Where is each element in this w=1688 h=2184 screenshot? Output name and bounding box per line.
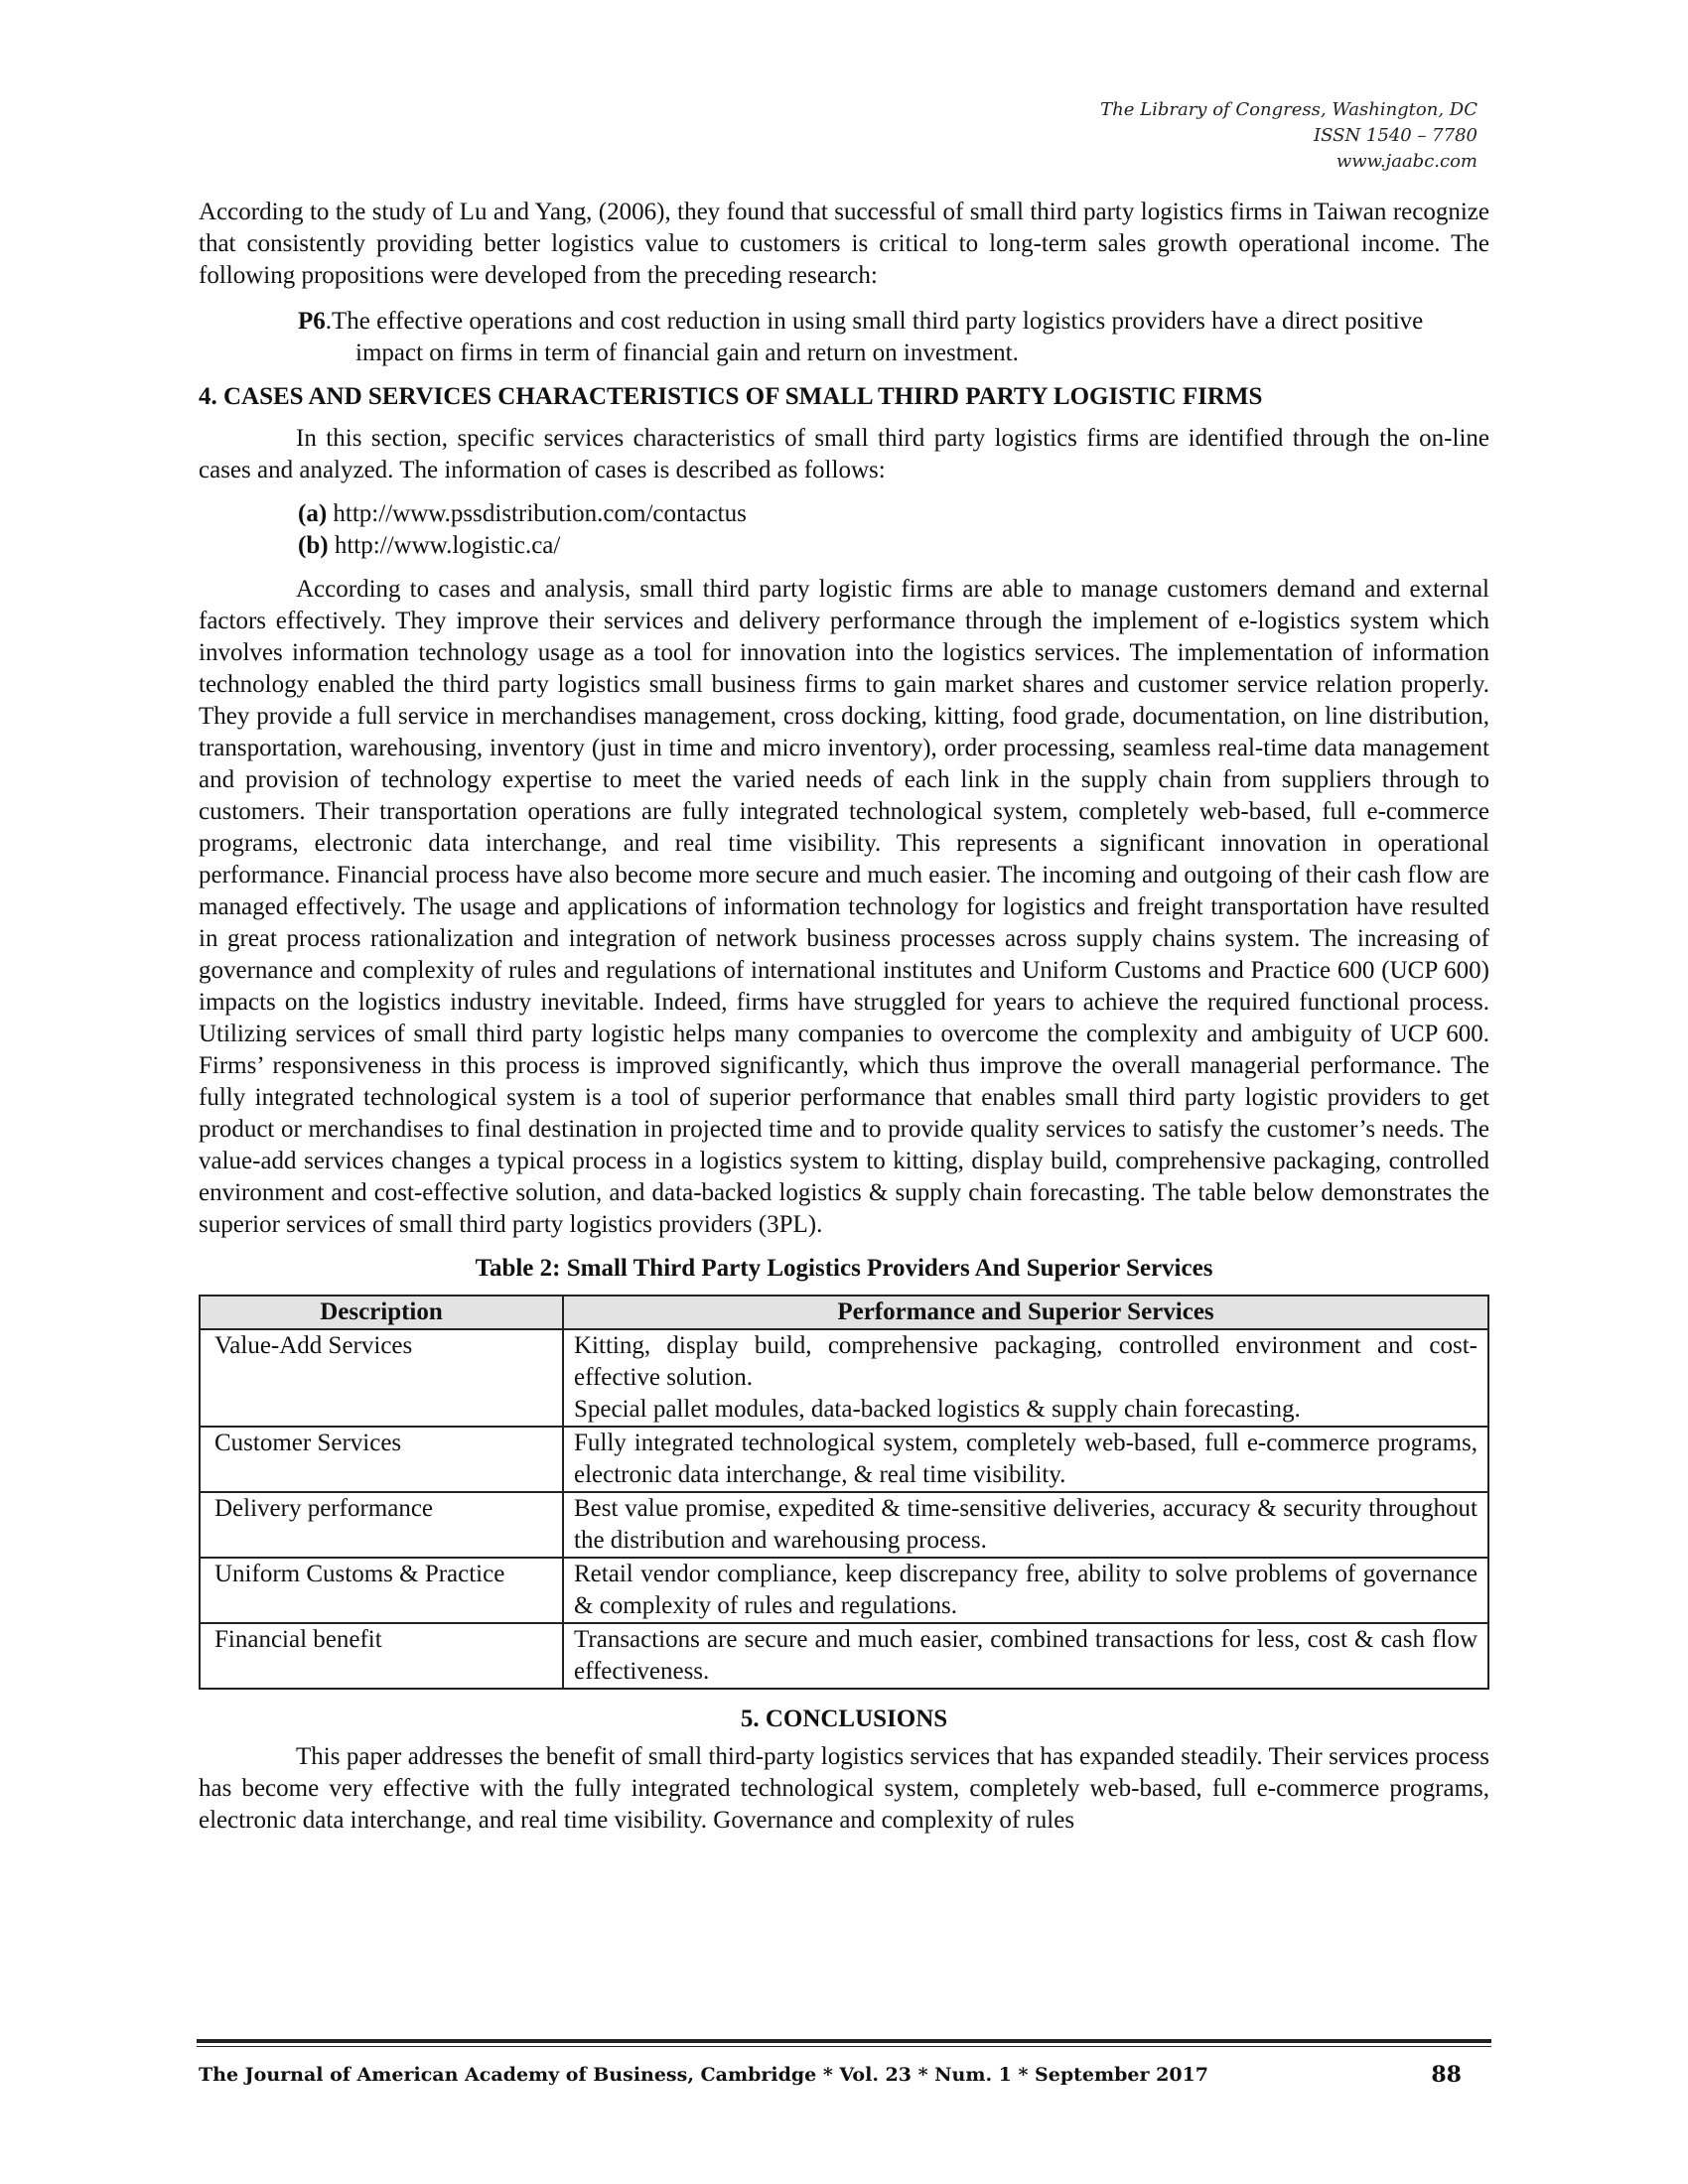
case-label: (a) bbox=[298, 500, 328, 527]
proposition-p6 bbox=[199, 306, 1489, 369]
intro-paragraph: According to the study of Lu and Yang, (2006), they found that successful of small third party logistics firms in Taiwan recognize that consistently providing better logistics value to customers is critical to long-term sales growth operational income. The following propositions were developed from the preceding research: bbox=[199, 199, 1489, 289]
page-number: 88 bbox=[1431, 2062, 1462, 2088]
table-header-row bbox=[200, 1296, 1488, 1329]
table-row bbox=[200, 1558, 1488, 1623]
table-caption: Table 2: Small Third Party Logistics Providers And Superior Services bbox=[475, 1255, 1213, 1282]
column-header-description: Description bbox=[200, 1296, 563, 1329]
running-footer bbox=[199, 2057, 1489, 2093]
header-website: www.jaabc.com bbox=[1336, 151, 1477, 172]
case-label: (b) bbox=[298, 532, 329, 559]
case-links bbox=[298, 498, 1489, 562]
row-performance bbox=[563, 1329, 1488, 1427]
performance-line: Kitting, display build, comprehensive packaging, controlled environment and cost-effective solution. bbox=[574, 1332, 1477, 1391]
case-link-b[interactable] bbox=[298, 530, 1489, 562]
row-description: Delivery performance bbox=[200, 1492, 563, 1558]
analysis-paragraph: According to cases and analysis, small third party logistic firms are able to manage customers demand and external factors effectively. They improve their services and delivery performance through the implement of e-logistics system which involves information technology usage as a tool for innovation into the logistics services. The implementation of information technology enabled the third party logistics small business firms to gain market shares and customer service relation properly. They provide a full service in merchandises management, cross docking, kitting, food grade, documentation, on line distribution, transportation, warehousing, inventory (just in time and micro inventory), order processing, seamless real-time data management and provision of technology expertise to meet the varied needs of each link in the supply chain from suppliers through to customers. Their transportation operations are fully integrated technological system, completely web-based, full e-commerce programs, electronic data interchange, and real time visibility. This represents a significant innovation in operational performance. Financial process have also become more secure and much easier. The incoming and outgoing of their cash flow are managed effectively. The usage and applications of information technology for logistics and freight transportation have resulted in great process rationalization and integration of network business processes across supply chains system. The increasing of governance and complexity of rules and regulations of international institutes and Uniform Customs and Practice 600 (UCP 600) impacts on the logistics industry inevitable. Indeed, firms have struggled for years to achieve the required functional process. Utilizing services of small third party logistic helps many companies to overcome the complexity and ambiguity of UCP 600. Firms’ responsiveness in this process is improved significantly, which thus improve the overall managerial performance. The fully integrated technological system is a tool of superior performance that enables small third party logistic providers to get product or merchandises to final destination in projected time and to provide quality services to satisfy the customer’s needs. The value-add services changes a typical process in a logistics system to kitting, display build, comprehensive packaging, controlled environment and cost-effective solution, and data-backed logistics & supply chain forecasting. The table below demonstrates the superior services of small third party logistics providers (3PL). bbox=[199, 576, 1489, 1238]
header-issn: ISSN 1540 – 7780 bbox=[1314, 125, 1477, 146]
column-header-performance: Performance and Superior Services bbox=[563, 1296, 1488, 1329]
row-description: Value-Add Services bbox=[200, 1329, 563, 1427]
conclusion-paragraph: This paper addresses the benefit of small third-party logistics services that has expanded steadily. Their services process has become very effective with the fully integrated technological system, completely web-based, full e-commerce programs, electronic data interchange, and real time visibility. Governance and complexity of rules bbox=[199, 1743, 1489, 1834]
services-table bbox=[199, 1295, 1489, 1690]
proposition-text: .The effective operations and cost reduction in using small third party logistics providers have a direct positive impact on firms in term of financial gain and return on investment. bbox=[325, 308, 1424, 366]
row-performance: Transactions are secure and much easier, combined transactions for less, cost & cash flow effectiveness. bbox=[563, 1623, 1488, 1689]
row-performance: Fully integrated technological system, completely web-based, full e-commerce programs, electronic data interchange, & real time visibility. bbox=[563, 1427, 1488, 1492]
footer-rule-thin bbox=[197, 2046, 1491, 2047]
row-description: Uniform Customs & Practice bbox=[200, 1558, 563, 1623]
header-library: The Library of Congress, Washington, DC bbox=[1100, 99, 1477, 120]
case-url[interactable]: http://www.logistic.ca/ bbox=[334, 532, 561, 559]
case-url[interactable]: http://www.pssdistribution.com/contactus bbox=[333, 500, 747, 527]
row-description: Financial benefit bbox=[200, 1623, 563, 1689]
table-row bbox=[200, 1427, 1488, 1492]
row-performance: Best value promise, expedited & time-sensitive deliveries, accuracy & security throughout the distribution and warehousing process. bbox=[563, 1492, 1488, 1558]
table-row bbox=[200, 1623, 1488, 1689]
table-row bbox=[200, 1492, 1488, 1558]
section-4-intro: In this section, specific services characteristics of small third party logistics firms are identified through the on-line cases and analyzed. The information of cases is described as follows: bbox=[199, 425, 1489, 483]
section-4-heading: 4. CASES AND SERVICES CHARACTERISTICS OF SMALL THIRD PARTY LOGISTIC FIRMS bbox=[199, 383, 1263, 410]
performance-line: Special pallet modules, data-backed logistics & supply chain forecasting. bbox=[574, 1396, 1301, 1423]
table-row bbox=[200, 1329, 1488, 1427]
footer-rule-thick bbox=[197, 2039, 1491, 2043]
row-performance: Retail vendor compliance, keep discrepancy free, ability to solve problems of governance & complexity of rules and regulations. bbox=[563, 1558, 1488, 1623]
proposition-label: P6 bbox=[298, 308, 326, 335]
running-header bbox=[1100, 97, 1477, 175]
body-content bbox=[199, 197, 1489, 1837]
row-description: Customer Services bbox=[200, 1427, 563, 1492]
case-link-a[interactable] bbox=[298, 498, 1489, 530]
section-5-heading: 5. CONCLUSIONS bbox=[740, 1706, 948, 1732]
footer-journal: The Journal of American Academy of Business, Cambridge * Vol. 23 * Num. 1 * September 2017 bbox=[199, 2064, 1209, 2086]
